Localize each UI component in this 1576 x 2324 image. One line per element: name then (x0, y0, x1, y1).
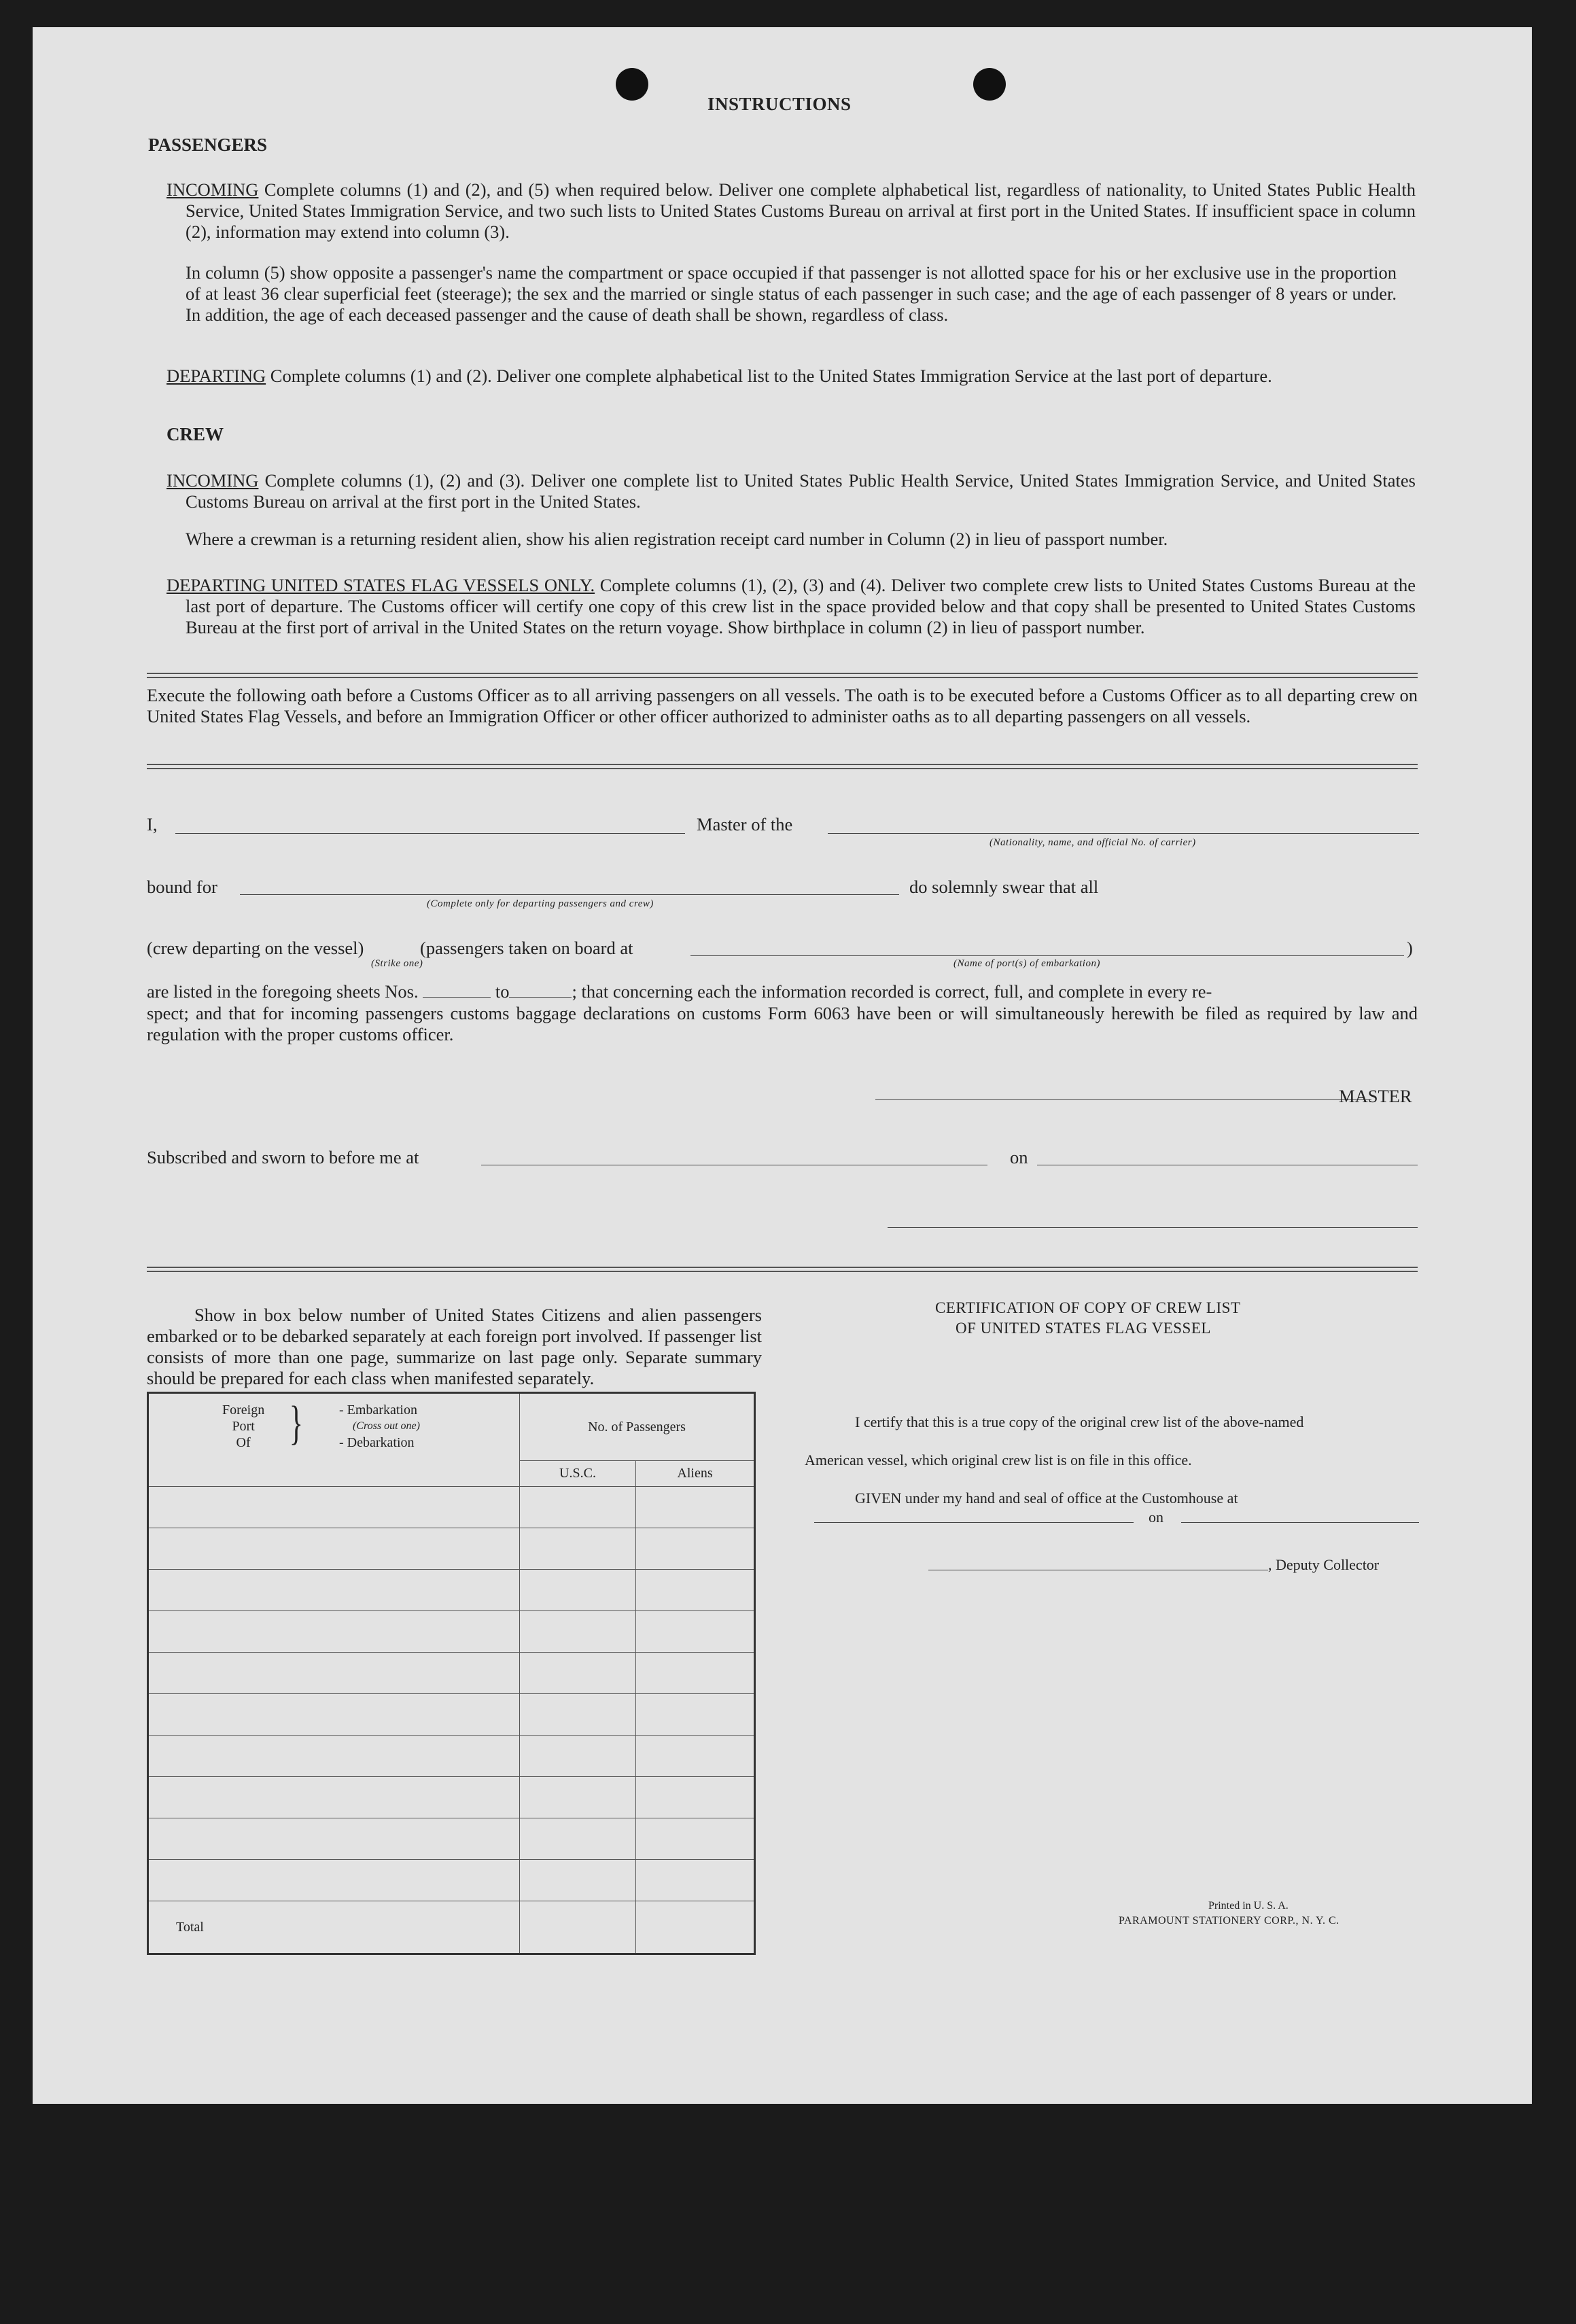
master-of-the-label: Master of the (697, 814, 793, 834)
divider-1 (147, 673, 1418, 678)
passengers-taken-choice: (passengers taken on board at (420, 938, 633, 958)
crew-departing-choice: (crew departing on the vessel) (147, 938, 364, 958)
sheet-to-field[interactable] (509, 997, 572, 998)
summary-instructions: Show in box below number of United States Citizens and alien passengers embarked or to be debarked separately at each foreign port involved. If passenger list consists of more than one page, summarize on last page only. Separate summary should be prepared for each class when manifested separately. (147, 1305, 762, 1388)
table-row (148, 1611, 755, 1653)
bound-for-field[interactable] (240, 894, 899, 895)
passengers-departing-text: Complete columns (1) and (2). Deliver one complete alphabetical list to the United States Immigration Service at the last port of departure. (266, 366, 1272, 386)
aliens-header: Aliens (636, 1461, 755, 1487)
to-label: to (495, 981, 510, 1002)
subscribed-label: Subscribed and sworn to before me at (147, 1147, 419, 1167)
bound-for-caption: (Complete only for departing passengers and crew) (427, 898, 654, 909)
total-aliens-cell[interactable] (636, 1901, 755, 1954)
table-row (148, 1570, 755, 1611)
officer-signature-field[interactable] (888, 1227, 1418, 1228)
crew-resident-paragraph: Where a crewman is a returning resident alien, show his alien registration receipt card number in Column (2) in lieu of passport number. (186, 529, 1168, 549)
listed-sheets-continuation: spect; and that for incoming passengers customs baggage declarations on customs Form 6063 have been or will simultaneously herewith be filed as required by law and regulation with the proper customs officer. (147, 1003, 1418, 1044)
of-label: Of (236, 1435, 251, 1450)
crew-departing-label: DEPARTING UNITED STATES FLAG VESSELS ONLY. (167, 575, 595, 595)
master-signature-field[interactable] (875, 1099, 1371, 1100)
printer-name: PARAMOUNT STATIONERY CORP., N. Y. C. (1119, 1915, 1339, 1926)
certification-date-field[interactable] (1181, 1522, 1419, 1523)
passengers-incoming-label: INCOMING (167, 179, 259, 200)
bound-for-label: bound for (147, 877, 217, 897)
table-row (148, 1487, 755, 1528)
divider-2 (147, 764, 1418, 769)
table-row (148, 1694, 755, 1736)
crew-incoming-label: INCOMING (167, 470, 259, 491)
crew-incoming-paragraph (167, 470, 1416, 512)
total-row (148, 1901, 755, 1954)
ports-caption: (Name of port(s) of embarkation) (953, 958, 1100, 969)
certification-title-1: CERTIFICATION OF COPY OF CREW LIST (935, 1299, 1241, 1316)
table-row (148, 1528, 755, 1570)
crew-departing-paragraph (167, 575, 1416, 638)
punch-hole-left (616, 68, 648, 101)
certification-title-2: OF UNITED STATES FLAG VESSEL (956, 1320, 1211, 1337)
usc-header: U.S.C. (520, 1461, 636, 1487)
total-label: Total (148, 1901, 520, 1954)
no-of-passengers-header: No. of Passengers (520, 1393, 755, 1461)
port-label: Port (232, 1419, 255, 1434)
passengers-departing-paragraph (167, 366, 1416, 387)
printed-in-usa: Printed in U. S. A. (1208, 1900, 1289, 1912)
close-paren: ) (1407, 938, 1413, 958)
foreign-port-header (148, 1393, 520, 1487)
table-row (148, 1653, 755, 1694)
table-row (148, 1860, 755, 1901)
listed-sheets-text-2: ; that concerning each the information recorded is correct, full, and complete in every re- (572, 981, 1212, 1002)
passengers-incoming-text: Complete columns (1) and (2), and (5) when required below. Deliver one complete alphabetical list, regardless of nationality, to United States Public Health Service, United States Immigration Service, and two such lists to United States Customs Bureau on arrival at first port in the United States. If insufficient space in column (2), information may extend into column (3). (186, 179, 1416, 242)
embarkation-ports-field[interactable] (690, 955, 1404, 956)
passengers-incoming-paragraph (167, 179, 1416, 243)
table-row (148, 1736, 755, 1777)
table-row (148, 1777, 755, 1818)
listed-sheets-label (147, 981, 1212, 1002)
certify-line-1: I certify that this is a true copy of the original crew list of the above-named (855, 1413, 1304, 1430)
master-label: MASTER (1339, 1086, 1412, 1106)
debarkation-option[interactable]: - Debarkation (339, 1435, 415, 1450)
oath-instructions: Execute the following oath before a Customs Officer as to all arriving passengers on all vessels. The oath is to be executed before a Customs Officer as to all departing crew on United States Flag Vessels, and before an Immigration Officer or other officer authorized to administer oaths as to all departing passengers on all vessels. (147, 685, 1418, 726)
sheet-from-field[interactable] (423, 997, 491, 998)
customhouse-field[interactable] (814, 1522, 1134, 1523)
carrier-caption: (Nationality, name, and official No. of carrier) (990, 837, 1196, 848)
cross-out-caption: (Cross out one) (353, 1420, 420, 1432)
total-usc-cell[interactable] (520, 1901, 636, 1954)
passengers-departing-label: DEPARTING (167, 366, 266, 386)
crew-incoming-text: Complete columns (1), (2) and (3). Deliver one complete list to United States Public Health Service, United States Immigration Service, and United States Customs Bureau on arrival at the first port in the United States. (186, 470, 1416, 512)
crew-departing-text: Complete columns (1), (2), (3) and (4). Deliver two complete crew lists to United States Customs Bureau at the last port of departure. The Customs officer will certify one copy of this crew list in the space provided below and that copy shall be presented to United States Customs Bureau at the first port of arrival in the United States on the return voyage. Show birthplace in column (2) in lieu of passport number. (186, 575, 1416, 637)
passengers-heading: PASSENGERS (148, 135, 268, 155)
master-name-field[interactable] (175, 833, 685, 834)
table-row (148, 1818, 755, 1860)
divider-3 (147, 1267, 1418, 1272)
brace-icon: } (289, 1397, 303, 1449)
punch-hole-right (973, 68, 1006, 101)
page-title: INSTRUCTIONS (707, 94, 852, 114)
foreign-label: Foreign (222, 1403, 265, 1418)
passenger-summary-table (147, 1392, 756, 1955)
listed-sheets-text: are listed in the foregoing sheets Nos. (147, 981, 419, 1002)
table-header-row (148, 1393, 755, 1461)
solemnly-swear-label: do solemnly swear that all (909, 877, 1099, 897)
form-page (33, 27, 1532, 2104)
deputy-collector-label: , Deputy Collector (1268, 1556, 1380, 1573)
certification-on-label: on (1149, 1509, 1163, 1526)
crew-heading: CREW (167, 424, 224, 444)
oath-i-label: I, (147, 814, 158, 834)
embarkation-option[interactable]: - Embarkation (339, 1403, 417, 1418)
carrier-field[interactable] (828, 833, 1419, 834)
column5-paragraph: In column (5) show opposite a passenger's name the compartment or space occupied if that passenger is not allotted space for his or her exclusive use in the proportion of at least 36 clear superficial feet (steerage); the sex and the married or single status of each passenger in such case; and the age of each passenger of 8 years or under. In addition, the age of each deceased passenger and the cause of death shall be shown, regardless of class. (186, 262, 1397, 325)
given-line: GIVEN under my hand and seal of office at the Customhouse at (855, 1490, 1238, 1507)
strike-one-caption: (Strike one) (371, 958, 423, 969)
certify-line-2: American vessel, which original crew list is on file in this office. (805, 1451, 1192, 1468)
subscribed-on-label: on (1010, 1147, 1028, 1167)
